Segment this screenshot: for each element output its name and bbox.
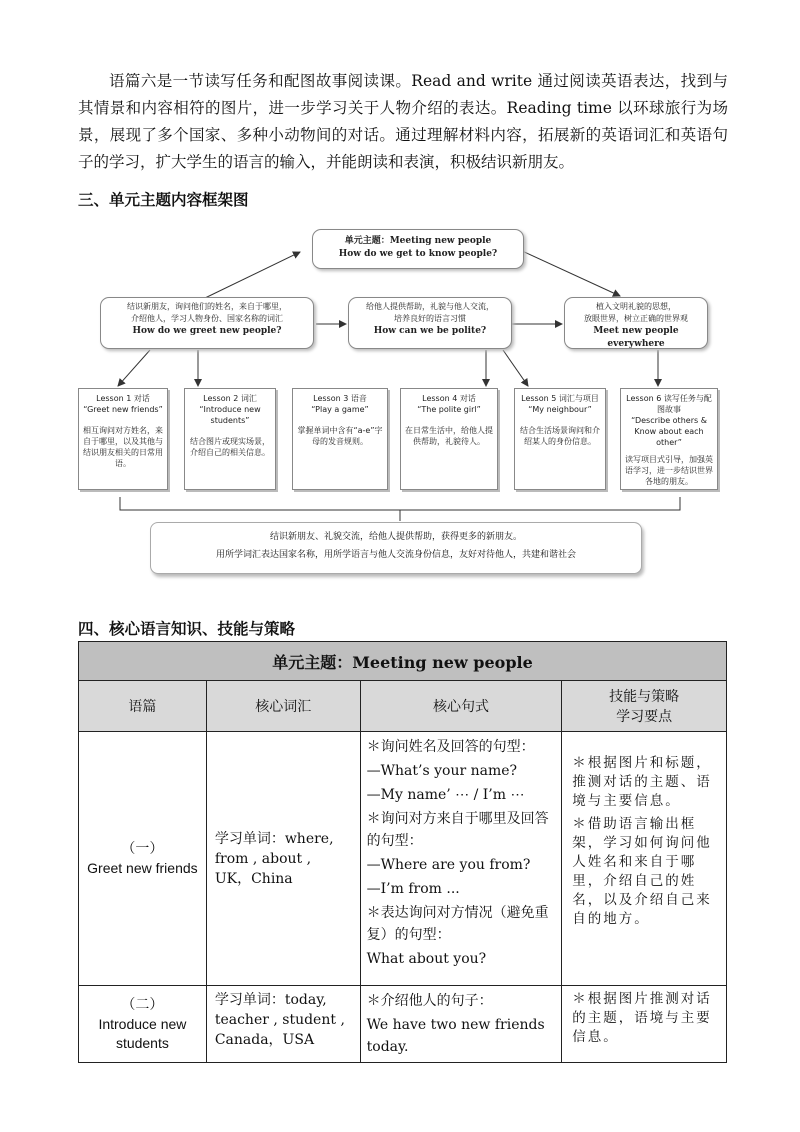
row-sentences-cell: [360, 986, 562, 1063]
lesson-box: [78, 388, 168, 490]
lesson-title: Lesson 6 读写任务与配图故事: [626, 394, 712, 414]
sentence-line: We have two new friends today.: [366, 1017, 545, 1055]
header-skills-line1: 技能与策略: [609, 689, 680, 705]
header-skills: [562, 681, 727, 732]
skill-point: ＊根据图片推测对话的主题，语境与主要信息。: [572, 991, 712, 1045]
diagram-right-box: [564, 297, 708, 349]
lesson-title: Lesson 2 词汇: [203, 394, 257, 403]
sentence-line: —Where are you from?: [366, 857, 531, 873]
middle-box-line2: 培养良好的语言习惯: [394, 314, 466, 323]
table-row: [79, 732, 727, 986]
left-box-line1: 结识新朋友，询问他们的姓名，来自于哪里，: [127, 302, 287, 311]
lesson-name: “Greet new friends”: [83, 405, 163, 414]
core-language-table: [78, 641, 727, 1063]
header-vocab: 核心词汇: [206, 681, 360, 732]
lesson-name: “The polite girl”: [417, 405, 481, 414]
section4-heading: 四、核心语言知识、技能与策略: [78, 620, 296, 638]
lesson-desc: 读写项目式引导，加强英语学习，进一步结识世界各地的朋友。: [625, 455, 713, 486]
diagram-left-box: [100, 297, 314, 349]
lesson-desc: 结合生活场景询问和介绍某人的身份信息。: [520, 426, 600, 446]
row-number: （二）: [121, 996, 164, 1013]
row-number: （一）: [121, 840, 164, 857]
intro-paragraph: 语篇六是一节读写任务和配图故事阅读课。Read and write 通过阅读英语表达，找到与其情景和内容相符的图片，进一步学习关于人物介绍的表达。Reading time 以环球旅行为场景，展现了多个国家、多种小动物间的对话。通过理解材料内容，拓展新的英语词汇和英语句子的学习，扩大学生的语言的输入，并能朗读和表演，积极结识新朋友。: [78, 72, 728, 171]
middle-box-line1: 给他人提供帮助，礼貌与他人交流，: [366, 302, 494, 311]
table-header-row: [79, 681, 727, 732]
table-row: [79, 986, 727, 1063]
lesson-title: Lesson 3 语音: [313, 394, 367, 403]
header-sentences: 核心句式: [360, 681, 562, 732]
diagram-summary-box: [150, 522, 642, 574]
arrow-left-to-l1: [118, 350, 150, 386]
row-skills-cell: [562, 986, 727, 1063]
summary-line2: 用所学词汇表达国家名称，用所学语言与他人交流身份信息，友好对待他人，共建和谐社会: [215, 550, 576, 560]
lesson-box: [620, 388, 718, 490]
lesson-title: Lesson 4 对话: [422, 394, 476, 403]
lesson-title: Lesson 5 词汇与项目: [521, 394, 599, 403]
top-box-line1: 单元主题：Meeting new people: [344, 236, 492, 246]
lesson-name: “Describe others & Know about each other”: [631, 416, 707, 447]
sentence-line: ＊询问对方来自于哪里及回答的句型：: [366, 811, 549, 849]
lesson-box: [400, 388, 498, 490]
diagram-top-box: [312, 229, 524, 269]
row-text-cell: [79, 732, 207, 986]
lesson-desc: 在日常生活中，给他人提供帮助，礼貌待人。: [405, 426, 493, 446]
lesson-desc: 结合图片或现实场景，介绍自己的相关信息。: [190, 437, 270, 457]
sentence-line: —I’m from ...: [366, 881, 460, 897]
skill-point: ＊借助语言输出框架，学习如何询问他人姓名和来自于哪里，介绍自己的姓名，以及介绍自己来自的地方。: [572, 816, 712, 927]
sentence-line: What about you?: [366, 951, 487, 967]
sentence-line: ＊介绍他人的句子：: [366, 993, 493, 1009]
section3-heading: 三、单元主题内容框架图: [78, 191, 249, 209]
lesson-name: “My neighbour”: [528, 405, 592, 414]
sentence-line: ＊询问姓名及回答的句型：: [366, 739, 535, 755]
lesson-desc: 掌握单词中含有“a-e”字母的发音规则。: [297, 426, 383, 446]
sentence-line: —What’s your name?: [366, 763, 518, 779]
diagram-middle-box: [348, 297, 512, 349]
header-text: 语篇: [79, 681, 207, 732]
lesson-name: “Introduce new students”: [199, 405, 261, 425]
arrow-top-to-right: [520, 250, 620, 296]
lesson-box: [514, 388, 606, 490]
row-text-cell: [79, 986, 207, 1063]
row-name: Greet new friends: [87, 859, 198, 876]
arrow-left-to-top: [205, 252, 300, 298]
left-box-line2: 介绍他人，学习人物身份、国家名称的词汇: [131, 314, 283, 323]
row-skills-cell: [562, 732, 727, 986]
lesson-name: “Play a game”: [311, 405, 369, 414]
right-box-en: Meet new people everywhere: [593, 326, 679, 349]
row-name: Introduce new students: [98, 1015, 187, 1051]
right-box-line2: 放眼世界，树立正确的世界观: [584, 314, 688, 323]
arrow-middle-to-l5: [503, 350, 528, 386]
header-skills-line2: 学习要点: [616, 709, 673, 725]
row-vocab-cell: 学习单词：where, from , about , UK，China: [206, 732, 360, 986]
sentence-line: —My name’ ⋯ / I’m ⋯: [366, 787, 525, 803]
top-box-line2: How do we get to know people?: [338, 249, 498, 259]
table-title-row: [79, 642, 727, 681]
lesson-box: [184, 388, 276, 490]
row-vocab-cell: 学习单词：today, teacher , student , Canada，USA: [206, 986, 360, 1063]
sentence-line: ＊表达询问对方情况（避免重复）的句型：: [366, 905, 549, 943]
lesson-box: [292, 388, 388, 490]
row-sentences-cell: [360, 732, 562, 986]
right-box-line1: 植入文明礼貌的思想，: [596, 302, 676, 311]
left-box-en: How do we greet new people?: [132, 326, 282, 336]
skill-point: ＊根据图片和标题，推测对话的主题、语境与主要信息。: [572, 755, 712, 809]
lesson-desc: 相互询问对方姓名，来自于哪里，以及其他与结识朋友相关的日常用语。: [83, 426, 163, 468]
middle-box-en: How can we be polite?: [373, 326, 487, 336]
table-title: 单元主题：Meeting new people: [79, 642, 727, 681]
summary-line1: 结识新朋友、礼貌交流，给他人提供帮助，获得更多的新朋友。: [269, 532, 522, 542]
bottom-bracket: [120, 497, 680, 510]
lesson-title: Lesson 1 对话: [96, 394, 150, 403]
